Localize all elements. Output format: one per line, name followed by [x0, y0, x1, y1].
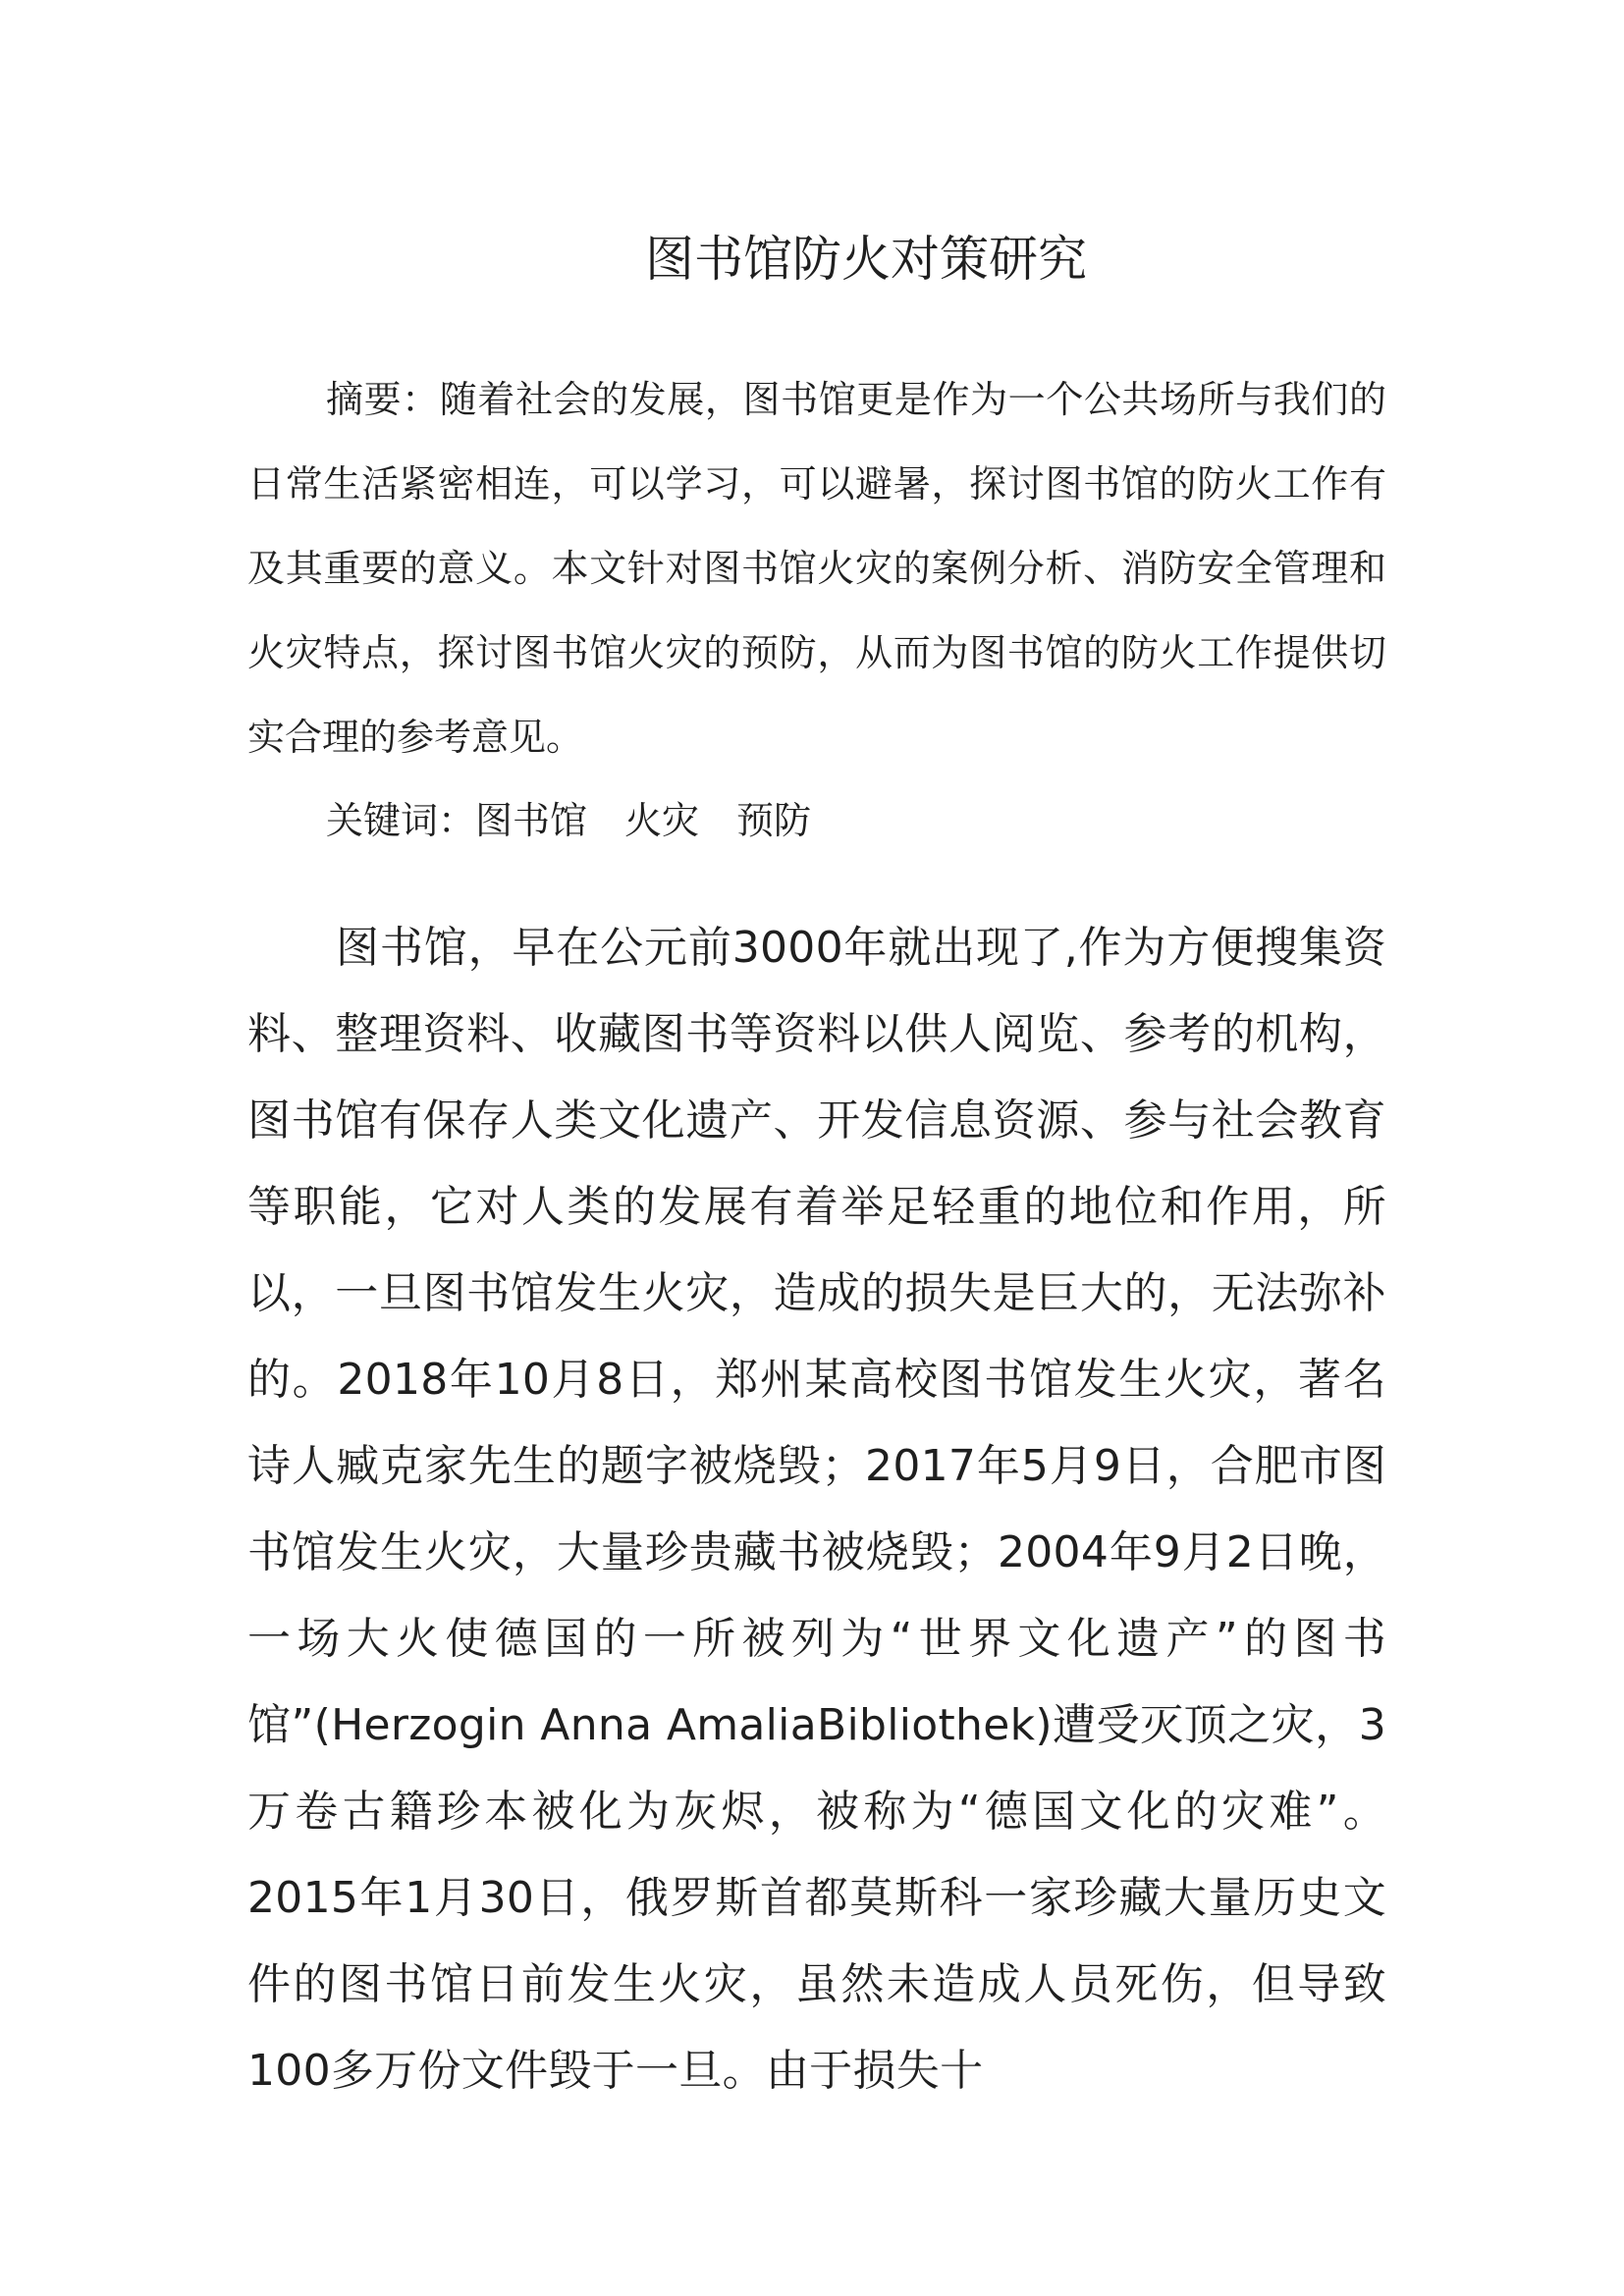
abstract-paragraph	[247, 357, 1386, 779]
abstract-text: 随着社会的发展，图书馆更是作为一个公共场所与我们的日常生活紧密相连，可以学习，可以避暑，探讨图书馆的防火工作有及其重要的意义。本文针对图书馆火灾的案例分析、消防安全管理和火灾特点，探讨图书馆火灾的预防，从而为图书馆的防火工作提供切实合理的参考意见。	[247, 378, 1386, 759]
abstract-label: 摘要：	[326, 378, 440, 421]
keywords-label: 关键词：	[326, 799, 476, 842]
document-title: 图书馆防火对策研究	[645, 231, 1087, 288]
keywords-items: 图书馆 火灾 预防	[475, 799, 812, 842]
body-paragraph: 图书馆，早在公元前3000年就出现了,作为方便搜集资料、整理资料、收藏图书等资料以供人阅览、参考的机构，图书馆有保存人类文化遗产、开发信息资源、参与社会教育等职能，它对人类的发展有着举足轻重的地位和作用，所以，一旦图书馆发生火灾，造成的损失是巨大的，无法弥补的。2018年10月8日，郑州某高校图书馆发生火灾，著名诗人臧克家先生的题字被烧毁；2017年5月9日，合肥市图书馆发生火灾，大量珍贵藏书被烧毁；2004年9月2日晚，一场大火使德国的一所被列为“世界文化遗产”的图书馆”(Herzogin Anna AmaliaBibliothek)遭受灭顶之灾，3万卷古籍珍本被化为灰烬，被称为“德国文化的灾难”。2015年1月30日，俄罗斯首都莫斯科一家珍藏大量历史文件的图书馆日前发生火灾，虽然未造成人员死伤，但导致100多万份文件毁于一旦。由于损失十	[247, 923, 1386, 2096]
keywords-line	[247, 778, 1386, 863]
